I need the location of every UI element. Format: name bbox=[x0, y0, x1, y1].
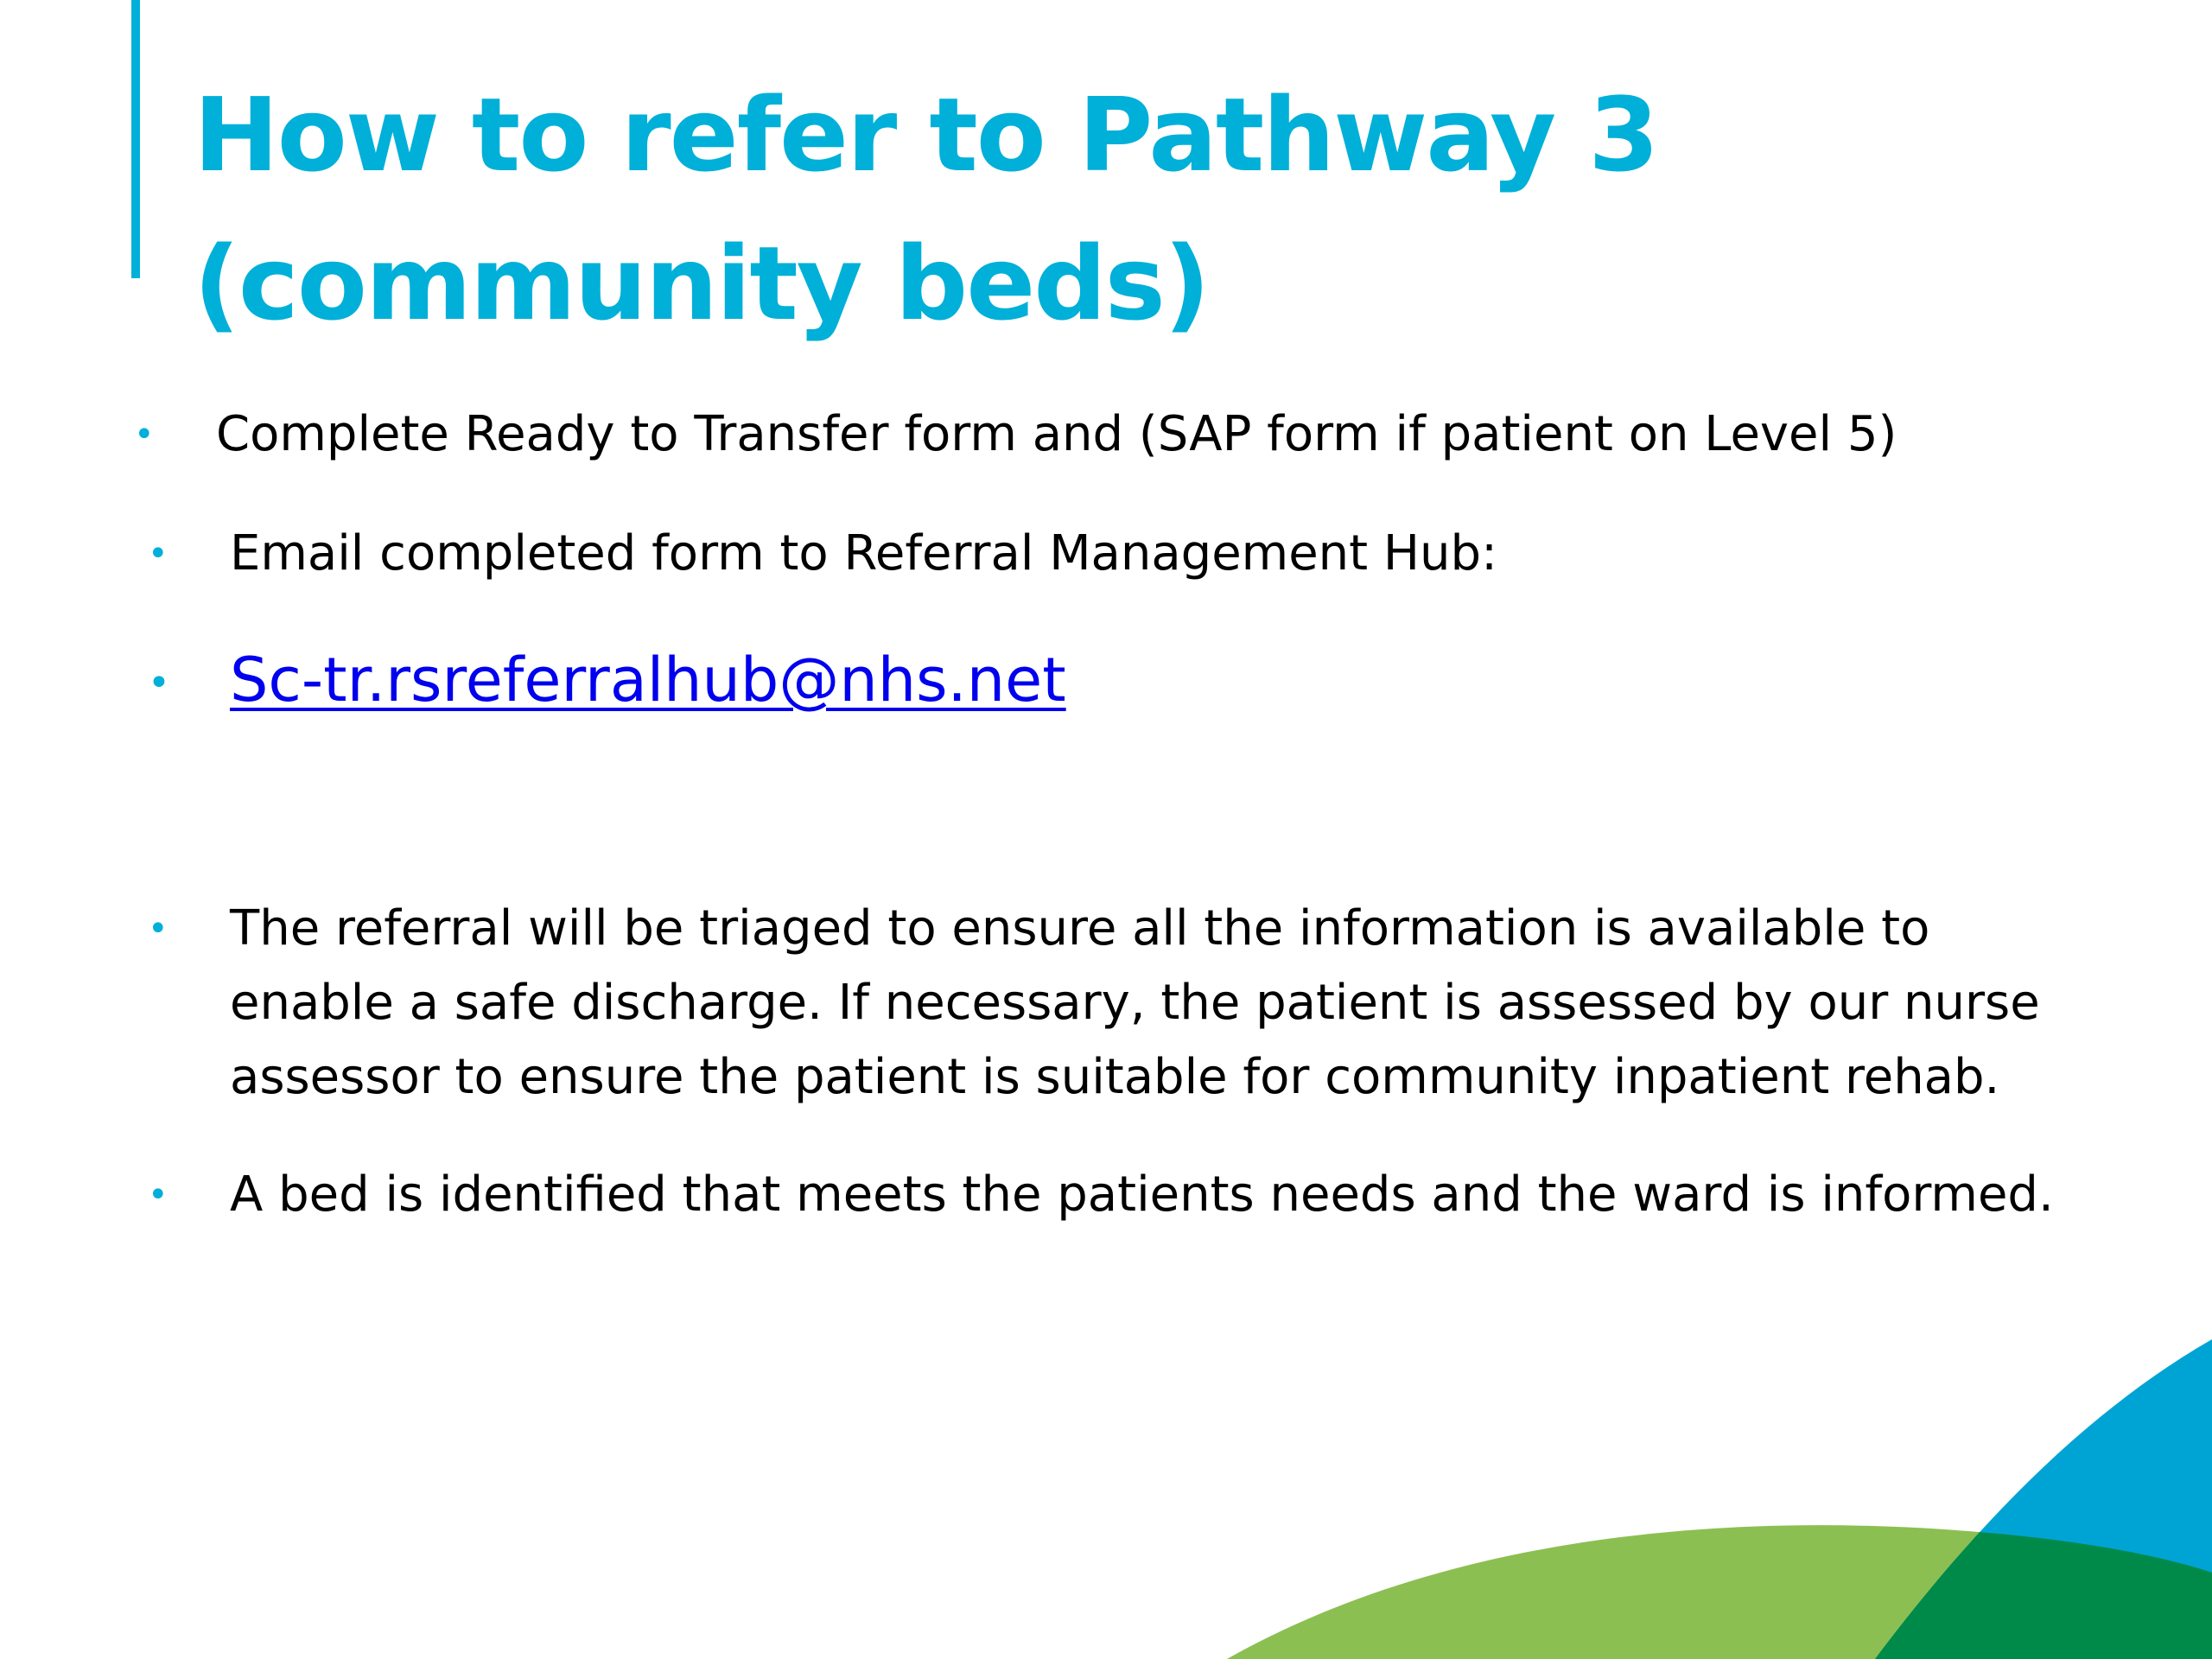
bullet-dot-icon: • bbox=[134, 415, 155, 454]
bullet-text: A bed is identified that meets the patients needs and the ward is informed. bbox=[230, 1166, 2054, 1223]
bullet-dot-icon: • bbox=[148, 1175, 168, 1215]
bullet-text: Email completed form to Referral Management Hub: bbox=[230, 525, 1497, 582]
bullet-text: The referral will be triaged to ensure all the information is available to enable a safe discharge. If necessary, the patient is assessed by our nurse assessor to ensure the patient is suitable for community inpatient rehab. bbox=[230, 900, 2040, 1105]
bullet-dot-icon: • bbox=[148, 909, 168, 949]
bullet-text: Complete Ready to Transfer form and (SAP form if patient on Level 5) bbox=[216, 406, 1897, 462]
referral-hub-email-link[interactable]: Sc-tr.rsreferralhub@nhs.net bbox=[230, 645, 1066, 715]
bullet-dot-icon: • bbox=[148, 534, 168, 574]
slide-title: How to refer to Pathway 3 (community beds) bbox=[194, 75, 1658, 343]
bullet-dot-icon: • bbox=[148, 661, 170, 705]
